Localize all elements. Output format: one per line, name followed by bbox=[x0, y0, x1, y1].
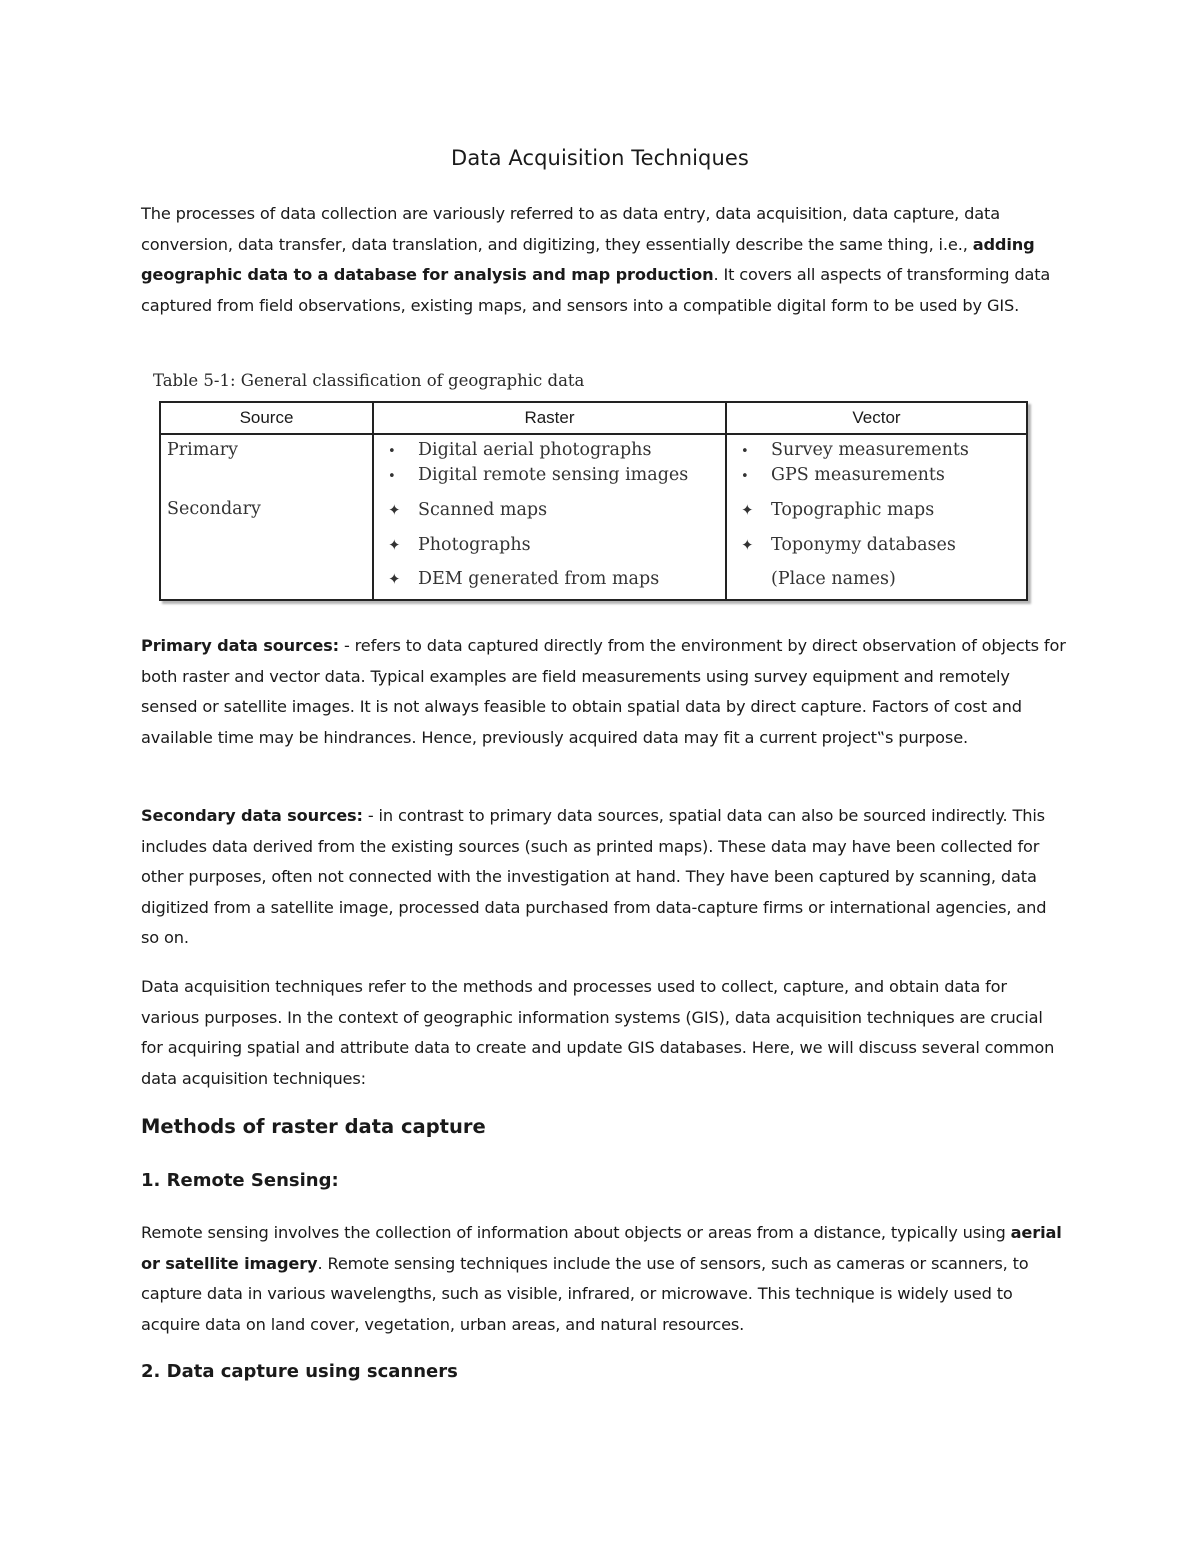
raster-item-text: Photographs bbox=[418, 535, 531, 555]
raster-cell bbox=[373, 434, 726, 600]
intro-bold-text: adding geographic data to a database for analysis and map production bbox=[141, 234, 1035, 285]
section-heading-methods: Methods of raster data capture bbox=[141, 1115, 486, 1138]
raster-item-text: DEM generated from maps bbox=[418, 569, 660, 589]
table-row bbox=[160, 434, 1027, 600]
source-cell bbox=[160, 434, 373, 600]
source-secondary: Secondary bbox=[167, 499, 261, 519]
remote-bold-text: aerial or satellite imagery bbox=[141, 1223, 1062, 1273]
bullet-icon: • bbox=[741, 469, 749, 484]
intro-text-start: The processes of data collection are variously referred to as data entry, data acquisition, data capture, data conversion, data transfer, data translation, and digitizing, they essentially describe the same thing, i.e., bbox=[141, 204, 1001, 254]
list-item bbox=[741, 535, 956, 555]
source-primary: Primary bbox=[167, 440, 239, 460]
intro-text-end: . It covers all aspects of transforming data captured from field observations, existing maps, and sensors into a compatible digital form to be used by GIS. bbox=[141, 265, 1051, 315]
list-item bbox=[741, 465, 945, 485]
secondary-label: Secondary data sources: bbox=[141, 806, 363, 825]
vector-item-text: Topographic maps bbox=[771, 500, 935, 520]
header-raster: Raster bbox=[373, 402, 726, 434]
raster-item-text: Digital remote sensing images bbox=[418, 465, 689, 485]
list-item bbox=[388, 465, 688, 485]
list-item bbox=[741, 500, 934, 520]
vector-cell bbox=[726, 434, 1027, 600]
list-item bbox=[388, 569, 659, 589]
remote-text-start: Remote sensing involves the collection of information about objects or areas from a distance, typically using bbox=[141, 1223, 1011, 1242]
techniques-paragraph: Data acquisition techniques refer to the methods and processes used to collect, capture, and obtain data for various purposes. In the context of geographic information systems (GIS), data acquisition techniques are crucial for acquiring spatial and attribute data to create and update GIS databases. Here, we will discuss several common data acquisition techniques: bbox=[141, 977, 1055, 1088]
header-source: Source bbox=[160, 402, 373, 434]
primary-paragraph bbox=[141, 631, 1066, 753]
bullet-icon: • bbox=[388, 444, 396, 459]
remote-text-end: . Remote sensing techniques include the use of sensors, such as cameras or scanners, to capture data in various wavelengths, such as visible, infrared, or microwave. This technique is widely used to acquire data on land cover, vegetation, urban areas, and natural resources. bbox=[141, 1253, 1029, 1334]
secondary-text: - in contrast to primary data sources, spatial data can also be sourced indirectly. This includes data derived from the existing sources (such as printed maps). These data may have been collected for other purposes, often not connected with the investigation at hand. They have been captured by scanning, data digitized from a satellite image, processed data purchased from data-capture firms or international agencies, and so on. bbox=[141, 806, 1047, 948]
table-header-row bbox=[160, 402, 1027, 434]
vector-item-text: Survey measurements bbox=[771, 440, 969, 460]
list-item bbox=[741, 440, 969, 460]
intro-paragraph bbox=[141, 199, 1066, 321]
vector-item-text: (Place names) bbox=[771, 569, 896, 589]
primary-label: Primary data sources: bbox=[141, 636, 339, 655]
list-item bbox=[388, 500, 547, 520]
star-bullet-icon: ✦ bbox=[388, 536, 401, 554]
list-item bbox=[388, 440, 651, 460]
header-vector: Vector bbox=[726, 402, 1027, 434]
remote-sensing-paragraph bbox=[141, 1218, 1066, 1340]
raster-item-text: Digital aerial photographs bbox=[418, 440, 652, 460]
page-title: Data Acquisition Techniques bbox=[451, 146, 749, 170]
raster-item-text: Scanned maps bbox=[418, 500, 548, 520]
secondary-paragraph bbox=[141, 801, 1066, 954]
star-bullet-icon: ✦ bbox=[388, 501, 401, 519]
star-bullet-icon: ✦ bbox=[388, 570, 401, 588]
primary-text: - refers to data captured directly from the environment by direct observation of objects for both raster and vector data. Typical examples are field measurements using survey equipment and remotely sensed or satellite images. It is not always feasible to obtain spatial data by direct capture. Factors of cost and available time may be hindrances. Hence, previously acquired data may fit a current project‟s purpose. bbox=[141, 636, 1066, 747]
star-bullet-icon: ✦ bbox=[741, 501, 754, 519]
table-caption: Table 5-1: General classification of geographic data bbox=[153, 371, 585, 390]
bullet-icon: • bbox=[388, 469, 396, 484]
star-bullet-icon: ✦ bbox=[741, 536, 754, 554]
section-heading-scanners: 2. Data capture using scanners bbox=[141, 1361, 458, 1382]
vector-item-text: Toponymy databases bbox=[771, 535, 956, 555]
bullet-icon: • bbox=[741, 444, 749, 459]
list-item bbox=[388, 535, 531, 555]
list-item bbox=[741, 569, 896, 589]
vector-item-text: GPS measurements bbox=[771, 465, 945, 485]
classification-table bbox=[159, 401, 1028, 601]
section-heading-remote-sensing: 1. Remote Sensing: bbox=[141, 1170, 339, 1191]
